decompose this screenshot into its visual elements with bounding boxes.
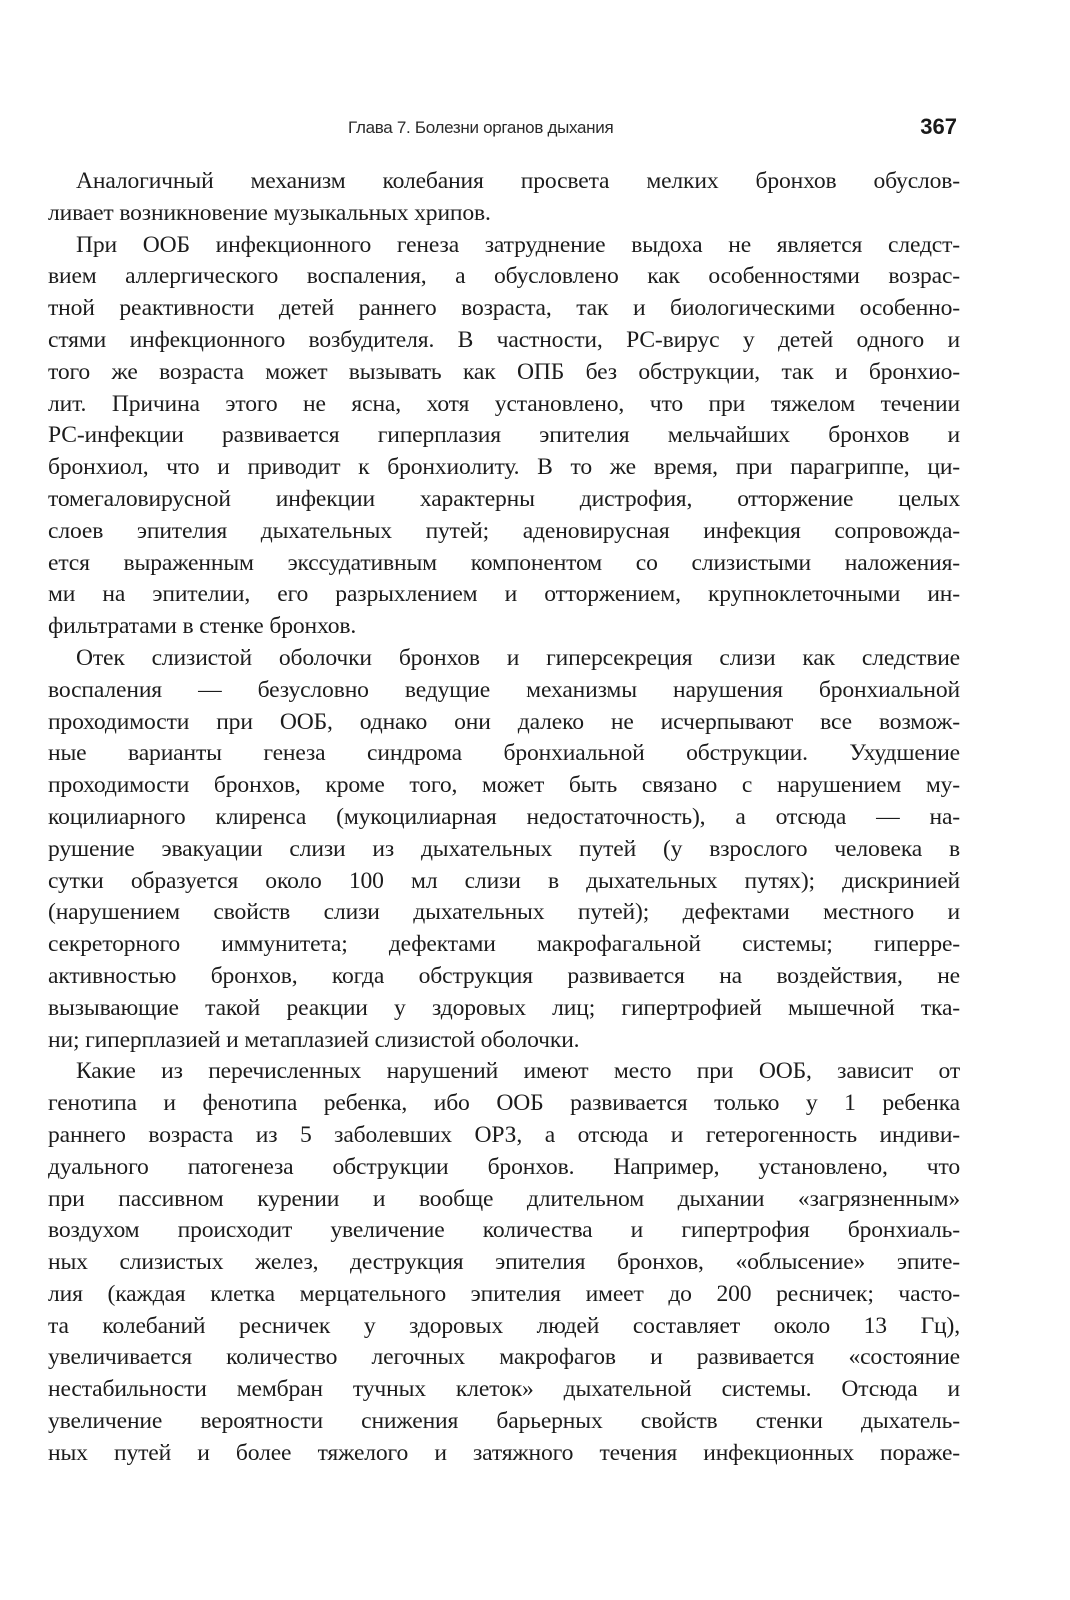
- text-line: нестабильности мембран тучных клеток» дыхательной системы. Отсюда и: [48, 1376, 960, 1403]
- text-line: фильтратами в стенке бронхов.: [48, 613, 357, 640]
- text-line: воспаления — безусловно ведущие механизмы нарушения бронхиальной: [48, 676, 960, 703]
- text-line: секреторного иммунитета; дефектами макрофагальной системы; гиперре-: [48, 931, 960, 958]
- chapter-title: Глава 7. Болезни органов дыхания: [348, 118, 614, 137]
- text-line: тной реактивности детей раннего возраста, так и биологическими особенно-: [48, 295, 960, 322]
- text-line: РС-инфекции развивается гиперплазия эпителия мельчайших бронхов и: [48, 422, 960, 449]
- text-line: стями инфекционного возбудителя. В частности, РС-вирус у детей одного и: [48, 326, 960, 353]
- text-line: (нарушением свойств слизи дыхательных путей); дефектами местного и: [48, 899, 960, 926]
- text-line: лия (каждая клетка мерцательного эпителия имеет до 200 ресничек; часто-: [48, 1280, 960, 1307]
- text-line: раннего возраста из 5 заболевших ОРЗ, а отсюда и гетерогенность индиви-: [48, 1121, 960, 1148]
- text-line: томегаловирусной инфекции характерны дистрофия, отторжение целых: [48, 485, 960, 512]
- text-line: рушение эвакуации слизи из дыхательных путей (у взрослого человека в: [48, 835, 960, 862]
- text-line: ни; гиперплазией и метаплазией слизистой оболочки.: [48, 1026, 580, 1053]
- text-line: Аналогичный механизм колебания просвета мелких бронхов обуслов-: [76, 168, 960, 194]
- text-line: лит. Причина этого не ясна, хотя установлено, что при тяжелом течении: [48, 390, 960, 417]
- text-line: увеличивается количество легочных макрофагов и развивается «состояние: [48, 1344, 960, 1371]
- text-line: при пассивном курении и вообще длительном дыхании «загрязненным»: [48, 1185, 960, 1212]
- text-line: ных слизистых желез, деструкция эпителия бронхов, «облысение» эпите-: [48, 1249, 960, 1276]
- text-line: бронхиол, что и приводит к бронхиолиту. В то же время, при парагриппе, ци-: [48, 454, 960, 481]
- text-line: Отек слизистой оболочки бронхов и гиперсекреция слизи как следствие: [76, 644, 960, 671]
- body-text: [48, 166, 960, 1470]
- text-line: вием аллергического воспаления, а обусловлено как особенностями возрас-: [48, 263, 960, 290]
- text-line: того же возраста может вызывать как ОПБ без обструкции, так и бронхио-: [48, 358, 960, 385]
- text-line: ми на эпителии, его разрыхлением и отторжением, крупноклеточными ин-: [48, 581, 960, 608]
- text-line: коцилиарного клиренса (мукоцилиарная недостаточность), а отсюда — на-: [48, 803, 960, 830]
- text-line: увеличение вероятности снижения барьерных свойств стенки дыхатель-: [48, 1408, 960, 1435]
- text-line: сутки образуется около 100 мл слизи в дыхательных путях); дискринией: [48, 867, 960, 894]
- text-line: дуального патогенеза обструкции бронхов. Например, установлено, что: [48, 1153, 960, 1180]
- page-number: 367: [920, 114, 957, 139]
- text-line: та колебаний ресничек у здоровых людей составляет около 13 Гц),: [48, 1312, 960, 1339]
- text-line: ется выраженным экссудативным компонентом со слизистыми наложения-: [48, 549, 960, 576]
- text-line: ные варианты генеза синдрома бронхиальной обструкции. Ухудшение: [48, 740, 960, 767]
- text-line: слоев эпителия дыхательных путей; аденовирусная инфекция сопровожда-: [48, 517, 960, 544]
- text-line: вызывающие такой реакции у здоровых лиц; гипертрофией мышечной тка-: [48, 994, 960, 1021]
- text-line: воздухом происходит увеличение количества и гипертрофия бронхиаль-: [48, 1217, 960, 1244]
- text-line: проходимости бронхов, кроме того, может быть связано с нарушением му-: [48, 772, 960, 799]
- text-line: ных путей и более тяжелого и затяжного течения инфекционных пораже-: [48, 1439, 960, 1466]
- text-line: При ООБ инфекционного генеза затруднение выдоха не является следст-: [76, 231, 960, 258]
- text-line: Какие из перечисленных нарушений имеют место при ООБ, зависит от: [76, 1058, 960, 1085]
- text-line: активностью бронхов, когда обструкция развивается на воздействия, не: [48, 962, 960, 989]
- text-line: ливает возникновение музыкальных хрипов.: [48, 199, 491, 226]
- text-line: проходимости при ООБ, однако они далеко не исчерпывают все возмож-: [48, 708, 960, 735]
- running-header: [48, 114, 957, 144]
- text-line: генотипа и фенотипа ребенка, ибо ООБ развивается только у 1 ребенка: [48, 1090, 960, 1117]
